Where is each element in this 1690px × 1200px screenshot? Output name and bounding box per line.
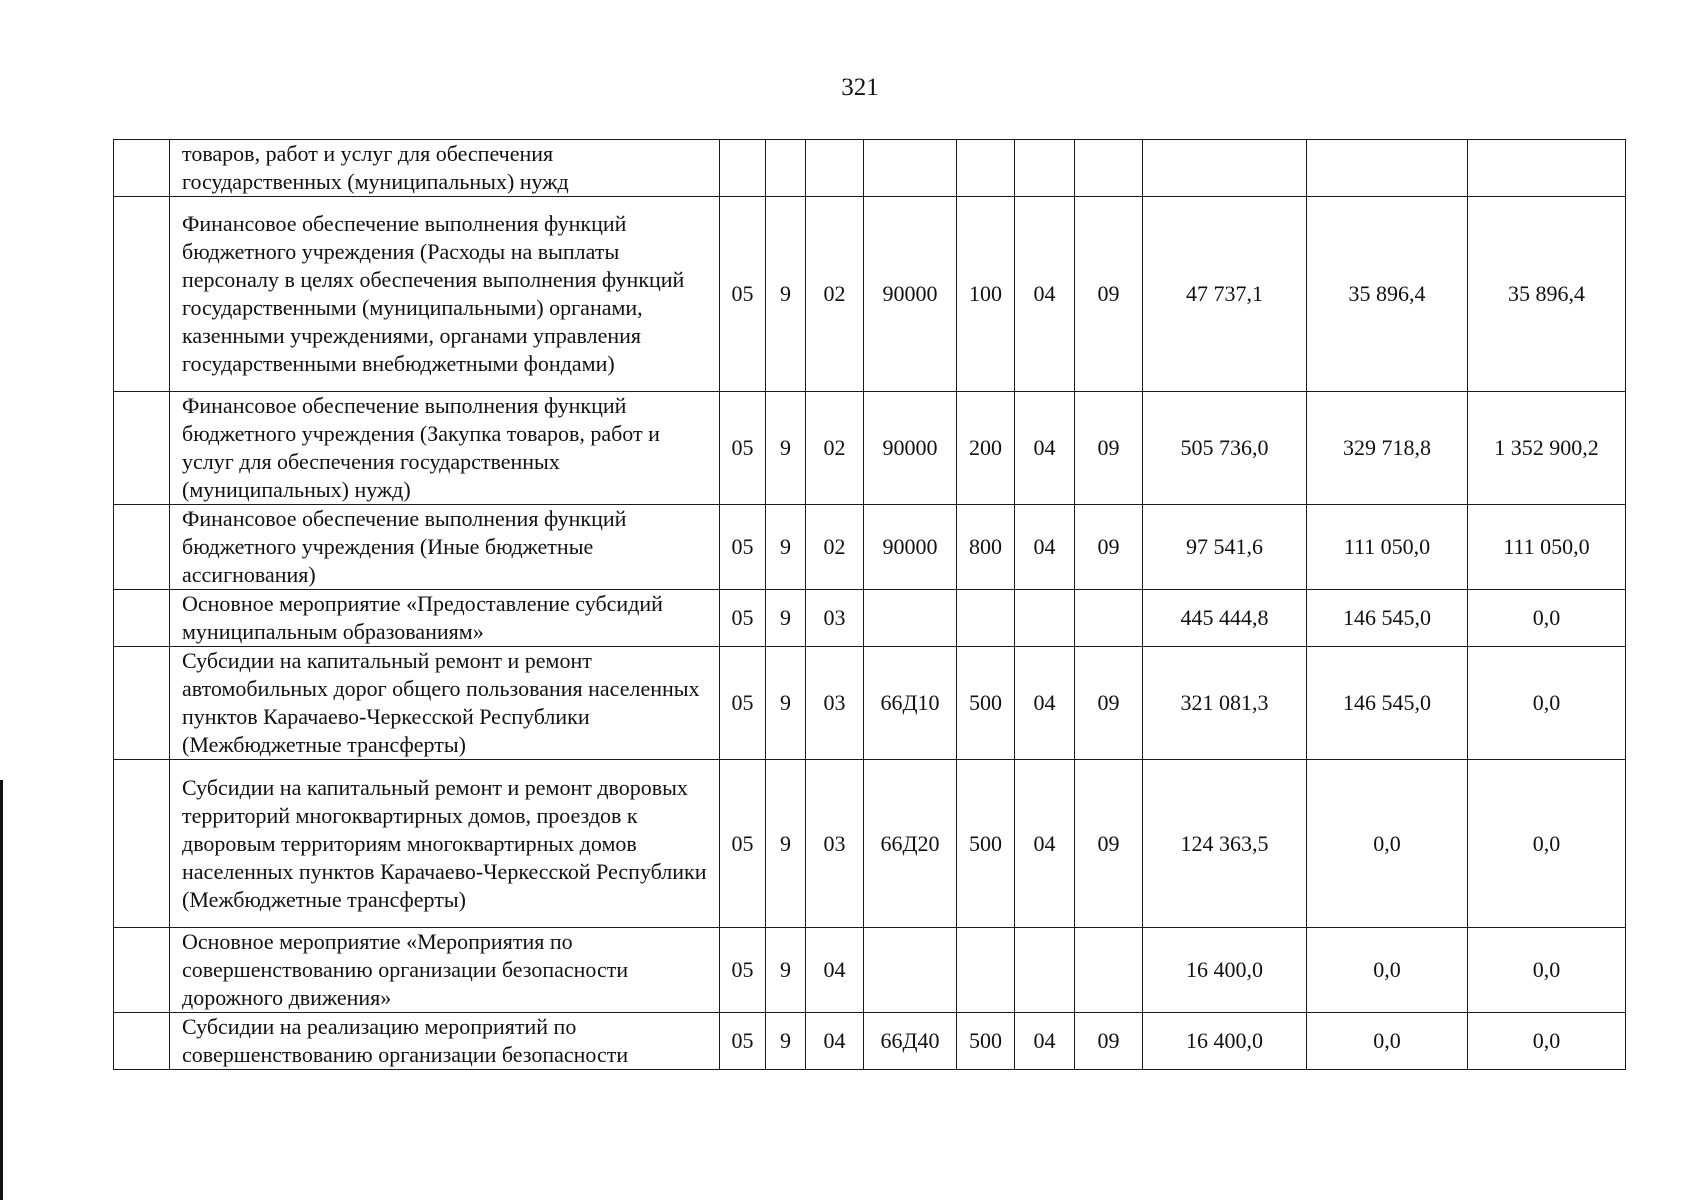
- code-cell-7: 09: [1075, 197, 1143, 392]
- code-cell-3: 04: [806, 1013, 864, 1070]
- code-cell-2: [766, 140, 806, 197]
- table-body: [114, 140, 1626, 1070]
- amount-cell-2: 35 896,4: [1307, 197, 1468, 392]
- amount-cell-2: 0,0: [1307, 1013, 1468, 1070]
- code-cell-5: [957, 590, 1015, 647]
- amount-cell-3: [1468, 140, 1626, 197]
- amount-cell-2: 146 545,0: [1307, 590, 1468, 647]
- item-name-cell: Финансовое обеспечение выполнения функций бюджетного учреждения (Закупка товаров, работ и услуг для обеспечения государственных (муниципальных) нужд): [170, 392, 720, 505]
- row-index-cell: [114, 197, 170, 392]
- code-cell-1: 05: [720, 1013, 766, 1070]
- amount-cell-3: 0,0: [1468, 647, 1626, 760]
- code-cell-3: 03: [806, 760, 864, 928]
- code-cell-3: 04: [806, 928, 864, 1013]
- code-cell-1: 05: [720, 928, 766, 1013]
- budget-table: [113, 139, 1626, 1070]
- amount-cell-3: 0,0: [1468, 760, 1626, 928]
- code-cell-7: 09: [1075, 1013, 1143, 1070]
- code-cell-7: [1075, 590, 1143, 647]
- code-cell-1: [720, 140, 766, 197]
- code-cell-7: 09: [1075, 392, 1143, 505]
- code-cell-6: [1015, 140, 1075, 197]
- item-name-cell: Финансовое обеспечение выполнения функций бюджетного учреждения (Расходы на выплаты персоналу в целях обеспечения выполнения функций государственными (муниципальными) органами, казенными учреждениями, органами управления государственными внебюджетными фондами): [170, 197, 720, 392]
- code-cell-2: 9: [766, 392, 806, 505]
- table-row: [114, 197, 1626, 392]
- code-cell-7: [1075, 140, 1143, 197]
- code-cell-2: 9: [766, 197, 806, 392]
- table-row: [114, 647, 1626, 760]
- code-cell-4: 90000: [864, 505, 957, 590]
- code-cell-1: 05: [720, 760, 766, 928]
- amount-cell-3: 0,0: [1468, 590, 1626, 647]
- amount-cell-1: 16 400,0: [1143, 1013, 1307, 1070]
- row-index-cell: [114, 505, 170, 590]
- amount-cell-2: [1307, 140, 1468, 197]
- code-cell-2: 9: [766, 590, 806, 647]
- code-cell-2: 9: [766, 1013, 806, 1070]
- row-index-cell: [114, 647, 170, 760]
- table-row: [114, 590, 1626, 647]
- amount-cell-3: 0,0: [1468, 928, 1626, 1013]
- code-cell-6: 04: [1015, 392, 1075, 505]
- code-cell-4: [864, 928, 957, 1013]
- item-name-cell: Субсидии на капитальный ремонт и ремонт автомобильных дорог общего пользования населенных пунктов Карачаево-Черкесской Республики (Межбюджетные трансферты): [170, 647, 720, 760]
- row-index-cell: [114, 590, 170, 647]
- row-index-cell: [114, 760, 170, 928]
- item-name-cell: Субсидии на капитальный ремонт и ремонт дворовых территорий многоквартирных домов, проездов к дворовым территориям многоквартирных домов населенных пунктов Карачаево-Черкесской Республики (Межбюджетные трансферты): [170, 760, 720, 928]
- amount-cell-1: 321 081,3: [1143, 647, 1307, 760]
- code-cell-3: [806, 140, 864, 197]
- row-index-cell: [114, 928, 170, 1013]
- table-row: [114, 140, 1626, 197]
- code-cell-5: 500: [957, 1013, 1015, 1070]
- code-cell-5: 500: [957, 760, 1015, 928]
- table-row: [114, 392, 1626, 505]
- code-cell-2: 9: [766, 928, 806, 1013]
- row-index-cell: [114, 140, 170, 197]
- page-number: 321: [841, 74, 879, 101]
- amount-cell-1: [1143, 140, 1307, 197]
- item-name-cell: Основное мероприятие «Мероприятия по совершенствованию организации безопасности дорожного движения»: [170, 928, 720, 1013]
- code-cell-6: 04: [1015, 197, 1075, 392]
- code-cell-7: 09: [1075, 505, 1143, 590]
- code-cell-5: 800: [957, 505, 1015, 590]
- code-cell-3: 02: [806, 392, 864, 505]
- item-name-cell: товаров, работ и услуг для обеспечения государственных (муниципальных) нужд: [170, 140, 720, 197]
- amount-cell-1: 97 541,6: [1143, 505, 1307, 590]
- code-cell-1: 05: [720, 392, 766, 505]
- code-cell-3: 03: [806, 647, 864, 760]
- code-cell-6: 04: [1015, 647, 1075, 760]
- item-name-cell: Финансовое обеспечение выполнения функций бюджетного учреждения (Иные бюджетные ассигнования): [170, 505, 720, 590]
- amount-cell-1: 47 737,1: [1143, 197, 1307, 392]
- amount-cell-3: 35 896,4: [1468, 197, 1626, 392]
- code-cell-6: [1015, 590, 1075, 647]
- code-cell-1: 05: [720, 590, 766, 647]
- code-cell-6: 04: [1015, 760, 1075, 928]
- code-cell-1: 05: [720, 647, 766, 760]
- code-cell-3: 02: [806, 505, 864, 590]
- item-name-cell: Основное мероприятие «Предоставление субсидий муниципальным образованиям»: [170, 590, 720, 647]
- amount-cell-3: 1 352 900,2: [1468, 392, 1626, 505]
- table-row: [114, 505, 1626, 590]
- item-name-cell: Субсидии на реализацию мероприятий по совершенствованию организации безопасности: [170, 1013, 720, 1070]
- code-cell-2: 9: [766, 647, 806, 760]
- code-cell-5: 100: [957, 197, 1015, 392]
- table-row: [114, 1013, 1626, 1070]
- code-cell-2: 9: [766, 505, 806, 590]
- amount-cell-2: 0,0: [1307, 928, 1468, 1013]
- code-cell-4: 66Д10: [864, 647, 957, 760]
- code-cell-5: 500: [957, 647, 1015, 760]
- table-row: [114, 928, 1626, 1013]
- code-cell-4: 66Д40: [864, 1013, 957, 1070]
- code-cell-4: 66Д20: [864, 760, 957, 928]
- amount-cell-2: 329 718,8: [1307, 392, 1468, 505]
- amount-cell-1: 445 444,8: [1143, 590, 1307, 647]
- code-cell-5: 200: [957, 392, 1015, 505]
- code-cell-4: [864, 140, 957, 197]
- code-cell-1: 05: [720, 197, 766, 392]
- amount-cell-2: 0,0: [1307, 760, 1468, 928]
- code-cell-3: 03: [806, 590, 864, 647]
- code-cell-7: 09: [1075, 760, 1143, 928]
- code-cell-5: [957, 140, 1015, 197]
- code-cell-4: [864, 590, 957, 647]
- amount-cell-1: 124 363,5: [1143, 760, 1307, 928]
- code-cell-7: 09: [1075, 647, 1143, 760]
- amount-cell-1: 505 736,0: [1143, 392, 1307, 505]
- code-cell-6: 04: [1015, 505, 1075, 590]
- code-cell-6: [1015, 928, 1075, 1013]
- table-row: [114, 760, 1626, 928]
- amount-cell-1: 16 400,0: [1143, 928, 1307, 1013]
- amount-cell-2: 146 545,0: [1307, 647, 1468, 760]
- amount-cell-3: 111 050,0: [1468, 505, 1626, 590]
- code-cell-5: [957, 928, 1015, 1013]
- code-cell-4: 90000: [864, 197, 957, 392]
- code-cell-6: 04: [1015, 1013, 1075, 1070]
- code-cell-1: 05: [720, 505, 766, 590]
- code-cell-2: 9: [766, 760, 806, 928]
- row-index-cell: [114, 392, 170, 505]
- code-cell-3: 02: [806, 197, 864, 392]
- row-index-cell: [114, 1013, 170, 1070]
- amount-cell-2: 111 050,0: [1307, 505, 1468, 590]
- scan-edge-mark: [0, 780, 3, 1200]
- amount-cell-3: 0,0: [1468, 1013, 1626, 1070]
- code-cell-7: [1075, 928, 1143, 1013]
- code-cell-4: 90000: [864, 392, 957, 505]
